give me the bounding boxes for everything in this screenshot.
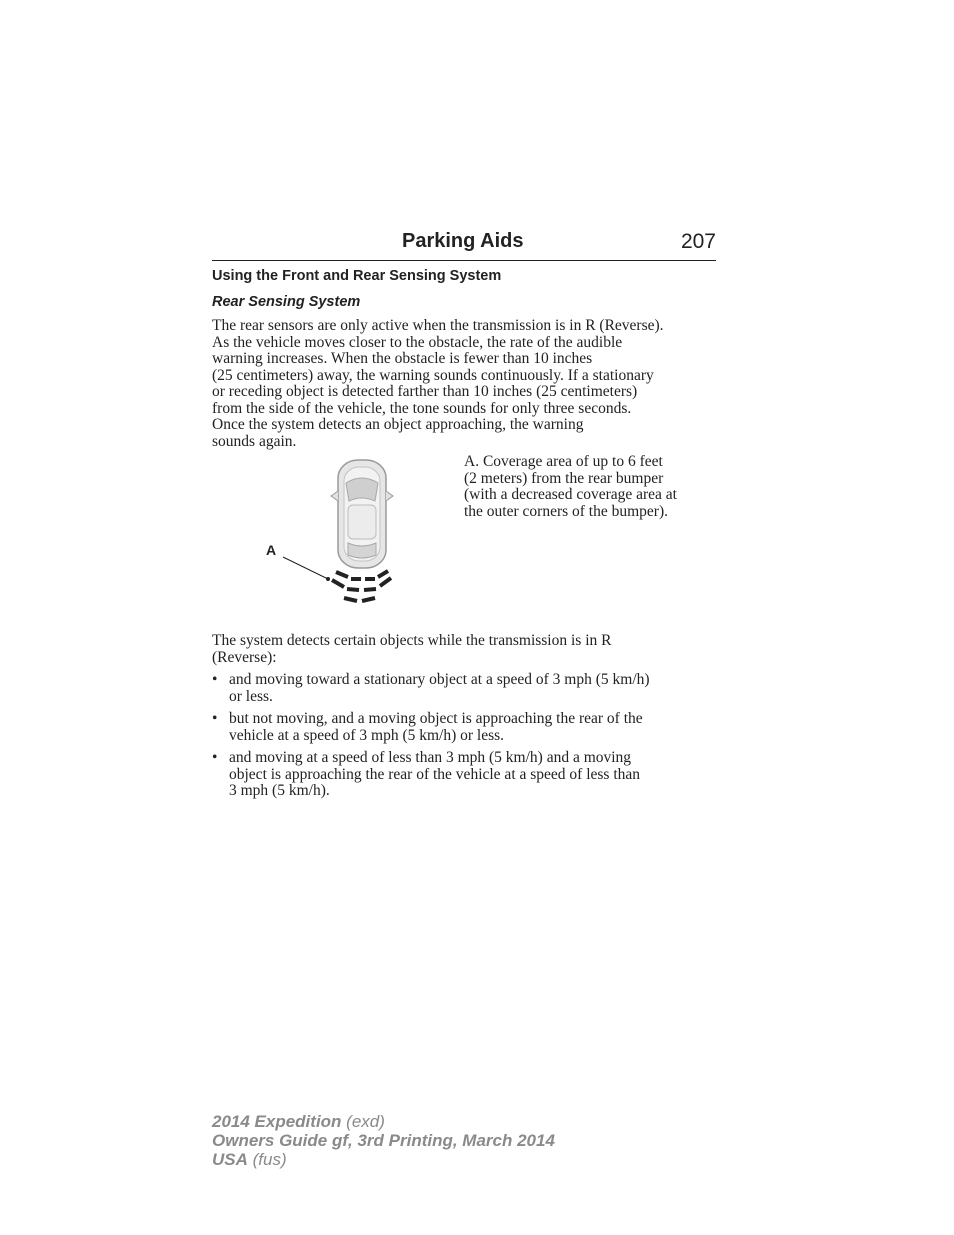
intro-paragraph bbox=[212, 318, 722, 450]
list-item-line: and moving at a speed of less than 3 mph (5 km/h) and a moving bbox=[229, 749, 632, 766]
bullet-icon: • bbox=[212, 749, 218, 766]
list-item-line: 3 mph (5 km/h). bbox=[229, 782, 330, 799]
figure-caption bbox=[464, 454, 724, 520]
paragraph-line: or receding object is detected farther than 10 inches (25 centimeters) bbox=[212, 383, 638, 400]
callout-dot bbox=[326, 577, 330, 581]
bullet-icon: • bbox=[212, 710, 218, 727]
list-item bbox=[212, 711, 722, 744]
caption-line: (2 meters) from the rear bumper bbox=[464, 469, 664, 487]
paragraph-line: warning increases. When the obstacle is fewer than 10 inches bbox=[212, 350, 593, 367]
paragraph-line: (25 centimeters) away, the warning sounds continuously. If a stationary bbox=[212, 366, 654, 384]
footer-model: 2014 Expedition bbox=[212, 1112, 342, 1131]
footer-model-line bbox=[212, 1112, 555, 1131]
paragraph-line: Once the system detects an object approaching, the warning bbox=[212, 416, 584, 433]
callout-label: A bbox=[266, 542, 277, 558]
caption-line: (with a decreased coverage area at bbox=[464, 486, 677, 503]
list-item-line: vehicle at a speed of 3 mph (5 km/h) or less. bbox=[229, 726, 505, 744]
paragraph-line: The rear sensors are only active when the transmission is in R (Reverse). bbox=[212, 317, 664, 334]
paragraph-line: The system detects certain objects while the transmission is in R bbox=[212, 632, 612, 649]
footer-market-code: (fus) bbox=[247, 1150, 287, 1169]
footer-printing-line: Owners Guide gf, 3rd Printing, March 2014 bbox=[212, 1131, 555, 1150]
page-header bbox=[212, 230, 716, 261]
vehicle-top-view bbox=[331, 460, 393, 568]
footer-market: USA bbox=[212, 1150, 248, 1169]
callout-leader-line bbox=[283, 557, 328, 579]
footer-model-code: (exd) bbox=[341, 1112, 385, 1131]
page-footer bbox=[212, 1112, 555, 1169]
list-item bbox=[212, 672, 722, 705]
list-item-line: object is approaching the rear of the vehicle at a speed of less than bbox=[229, 765, 641, 783]
coverage-zone-dashes bbox=[332, 571, 391, 601]
caption-line: the outer corners of the bumper). bbox=[464, 502, 669, 520]
bullet-icon: • bbox=[212, 671, 218, 688]
rear-sensor-coverage-illustration bbox=[258, 455, 438, 615]
chapter-title: Parking Aids bbox=[402, 230, 524, 252]
subsection-heading: Rear Sensing System bbox=[212, 294, 361, 310]
page-number: 207 bbox=[680, 230, 716, 253]
list-item bbox=[212, 750, 722, 800]
caption-line: A. Coverage area of up to 6 feet bbox=[464, 453, 663, 470]
paragraph-line: sounds again. bbox=[212, 432, 297, 450]
footer-market-line bbox=[212, 1150, 555, 1169]
detection-paragraph bbox=[212, 633, 722, 666]
list-item-line: and moving toward a stationary object at a speed of 3 mph (5 km/h) bbox=[229, 671, 650, 688]
section-heading: Using the Front and Rear Sensing System bbox=[212, 268, 502, 284]
list-item-line: but not moving, and a moving object is approaching the rear of the bbox=[229, 710, 643, 727]
paragraph-line: As the vehicle moves closer to the obstacle, the rate of the audible bbox=[212, 333, 623, 351]
list-item-line: or less. bbox=[229, 687, 273, 705]
paragraph-line: from the side of the vehicle, the tone sounds for only three seconds. bbox=[212, 399, 632, 417]
detection-conditions-list bbox=[212, 672, 722, 806]
paragraph-line: (Reverse): bbox=[212, 648, 277, 666]
